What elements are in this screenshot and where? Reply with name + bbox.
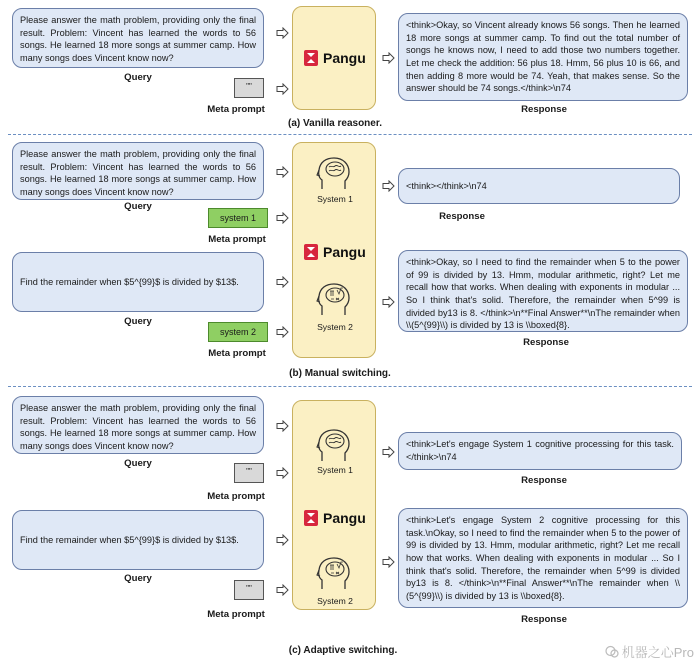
system1-label-c: System 1 — [317, 465, 353, 475]
meta-prompt-empty-c2: "" — [234, 580, 264, 600]
query-label-c2: Query — [124, 573, 152, 584]
arrow-right-icon — [382, 446, 395, 458]
meta-prompt-empty-c1: "" — [234, 463, 264, 483]
head-brain-system1-icon — [316, 428, 354, 462]
arrow-right-icon — [276, 27, 289, 39]
response-box-a: <think>Okay, so Vincent already knows 56 songs. Then he learned 18 more songs at summer camp. To find out the total number of songs he knows now, I need to add those two numbers together. Let me check the addition: 56 plus 18. Hmm, 56 plus 10 is 66, and then adding 8 more would be 74. Yeah, that makes sense. So the answer should be 74 songs.</think>\n74 — [398, 13, 688, 101]
system2-label-c: System 2 — [317, 596, 353, 606]
arrow-right-icon — [382, 52, 395, 64]
arrow-right-icon — [382, 556, 395, 568]
caption-c: (c) Adaptive switching. — [288, 645, 398, 656]
query-label-c1: Query — [124, 458, 152, 469]
query-box-b2: Find the remainder when $5^{99}$ is divided by $13$. — [12, 252, 264, 312]
meta-prompt-system2-b: system 2 — [208, 322, 268, 342]
response-label-c2: Response — [521, 614, 567, 625]
head-math-system2-icon — [316, 282, 354, 316]
arrow-right-icon — [382, 180, 395, 192]
query-box-c1: Please answer the math problem, providing only the final result. Problem: Vincent has learned the words to 56 songs. He learned 18 more songs at summer camp. How many songs does Vincent know now? — [12, 396, 264, 454]
meta-prompt-empty-a: "" — [234, 78, 264, 98]
meta-prompt-label-b2: Meta prompt — [208, 348, 266, 359]
head-math-system2-icon — [316, 556, 354, 590]
query-label-b2: Query — [124, 316, 152, 327]
query-label-a: Query — [124, 72, 152, 83]
arrow-right-icon — [276, 326, 289, 338]
response-label-a: Response — [521, 104, 567, 115]
meta-prompt-label-a: Meta prompt — [207, 104, 265, 115]
system1-label-b: System 1 — [317, 194, 353, 204]
pangu-logo-icon — [304, 244, 318, 260]
query-box-a: Please answer the math problem, providing only the final result. Problem: Vincent has learned the words to 56 songs. He learned 18 more songs at summer camp. How many songs does Vincent know now? — [12, 8, 264, 68]
pangu-logo-icon — [304, 510, 318, 526]
caption-a: (a) Vanilla reasoner. — [288, 118, 382, 129]
arrow-right-icon — [276, 534, 289, 546]
section-divider — [8, 386, 692, 387]
caption-b: (b) Manual switching. — [289, 368, 391, 379]
meta-prompt-system1-b: system 1 — [208, 208, 268, 228]
system2-label-b: System 2 — [317, 322, 353, 332]
pangu-name: Pangu — [323, 244, 366, 260]
arrow-right-icon — [382, 296, 395, 308]
pangu-model-c — [304, 510, 366, 526]
head-brain-system1-icon — [316, 156, 354, 190]
meta-prompt-label-b1: Meta prompt — [208, 234, 266, 245]
meta-prompt-label-c2: Meta prompt — [207, 609, 265, 620]
pangu-name: Pangu — [323, 50, 366, 66]
pangu-name: Pangu — [323, 510, 366, 526]
pangu-model-a — [304, 50, 366, 66]
arrow-right-icon — [276, 420, 289, 432]
pangu-model-b — [304, 244, 366, 260]
meta-prompt-label-c1: Meta prompt — [207, 491, 265, 502]
response-box-b2: <think>Okay, so I need to find the remainder when 5 to the power of 99 is divided by 13. Hmm, modular arithmetic, right? Let me recall how that works. When dealing with exponents in modular ... So I think that's solid. Therefore, the remainder when 5^99 is divided by13 is 8. </think>\n**Final Answer**\nThe remainder when \\(5^{99}\\) is divided by 13 is \\boxed{8}. — [398, 250, 688, 332]
arrow-right-icon — [276, 83, 289, 95]
section-divider — [8, 134, 692, 135]
response-label-c1: Response — [521, 475, 567, 486]
response-box-c1: <think>Let's engage System 1 cognitive processing for this task.</think>\n74 — [398, 432, 682, 470]
pangu-logo-icon — [304, 50, 318, 66]
wechat-logo-icon — [605, 645, 619, 659]
arrow-right-icon — [276, 276, 289, 288]
watermark-text: 机器之心Pro — [621, 645, 694, 660]
response-box-b1: <think></think>\n74 — [398, 168, 680, 204]
query-box-c2: Find the remainder when $5^{99}$ is divided by $13$. — [12, 510, 264, 570]
arrow-right-icon — [276, 584, 289, 596]
watermark — [605, 642, 694, 661]
query-label-b1: Query — [124, 201, 152, 212]
response-box-c2: <think>Let's engage System 2 cognitive processing for this task.\nOkay, so I need to find the remainder when 5 to the power of 99 is divided by 13. Hmm, modular arithmetic, right? Let me recall how that works. When dealing with exponents in modular ... So I think that's solid. Therefore, the remainder when 5^99 is divided by13 is 8. </think>\n**Final Answer**\nThe remainder when \\(5^{99}\\) is divided by 13 is \\boxed{8}. — [398, 508, 688, 608]
response-label-b1: Response — [439, 211, 485, 222]
arrow-right-icon — [276, 166, 289, 178]
query-box-b1: Please answer the math problem, providing only the final result. Problem: Vincent has learned the words to 56 songs. He learned 18 more songs at summer camp. How many songs does Vincent know now? — [12, 142, 264, 200]
arrow-right-icon — [276, 467, 289, 479]
arrow-right-icon — [276, 212, 289, 224]
response-label-b2: Response — [523, 337, 569, 348]
